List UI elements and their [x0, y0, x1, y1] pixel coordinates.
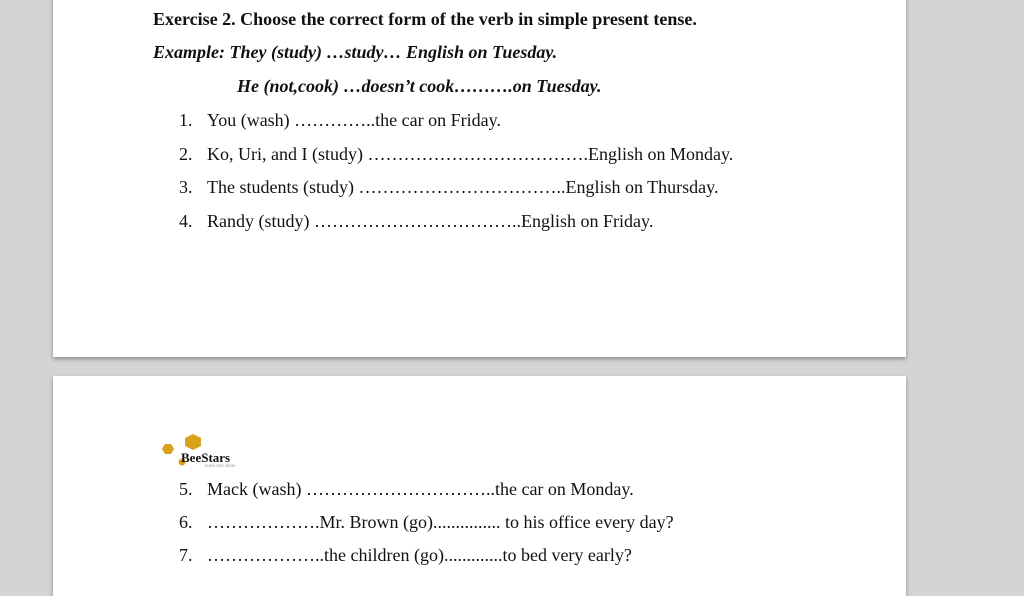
worksheet-page-1	[53, 0, 906, 357]
item-number: 4.	[179, 211, 193, 231]
item-text: You (wash) …………..the car on Friday.	[207, 110, 501, 130]
item-number: 7.	[179, 545, 193, 565]
item-text: Mack (wash) …………………………..the car on Monday.	[207, 479, 634, 499]
item-text: The students (study) ……………………………..English on Thursday.	[207, 177, 719, 197]
exercise-item-4	[179, 210, 653, 232]
item-number: 3.	[179, 177, 193, 197]
item-text: ……………….Mr. Brown (go)............... to his office every day?	[207, 512, 674, 532]
example-line-2: He (not,cook) …doesn’t cook……….on Tuesday.	[237, 76, 602, 96]
logo-tagline: learn and shine	[205, 464, 236, 469]
exercise-item-6	[179, 511, 674, 533]
exercise-item-5	[179, 478, 634, 500]
item-number: 2.	[179, 144, 193, 164]
example-line-1: Example: They (study) …study… English on Tuesday.	[153, 42, 558, 62]
item-text: Ko, Uri, and I (study) ……………………………….English on Monday.	[207, 144, 734, 164]
exercise-item-2	[179, 143, 733, 165]
logo-name: BeeStars	[181, 450, 231, 465]
exercise-item-1	[179, 109, 501, 131]
worksheet-page-2	[53, 376, 906, 596]
item-number: 1.	[179, 110, 193, 130]
exercise-item-3	[179, 176, 718, 198]
item-number: 6.	[179, 512, 193, 532]
item-text: Randy (study) ……………………………..English on Friday.	[207, 211, 654, 231]
item-number: 5.	[179, 479, 193, 499]
exercise-item-7	[179, 544, 632, 566]
item-text: ………………..the children (go).............to bed very early?	[207, 545, 632, 565]
exercise-heading: Exercise 2. Choose the correct form of the verb in simple present tense.	[153, 9, 697, 29]
